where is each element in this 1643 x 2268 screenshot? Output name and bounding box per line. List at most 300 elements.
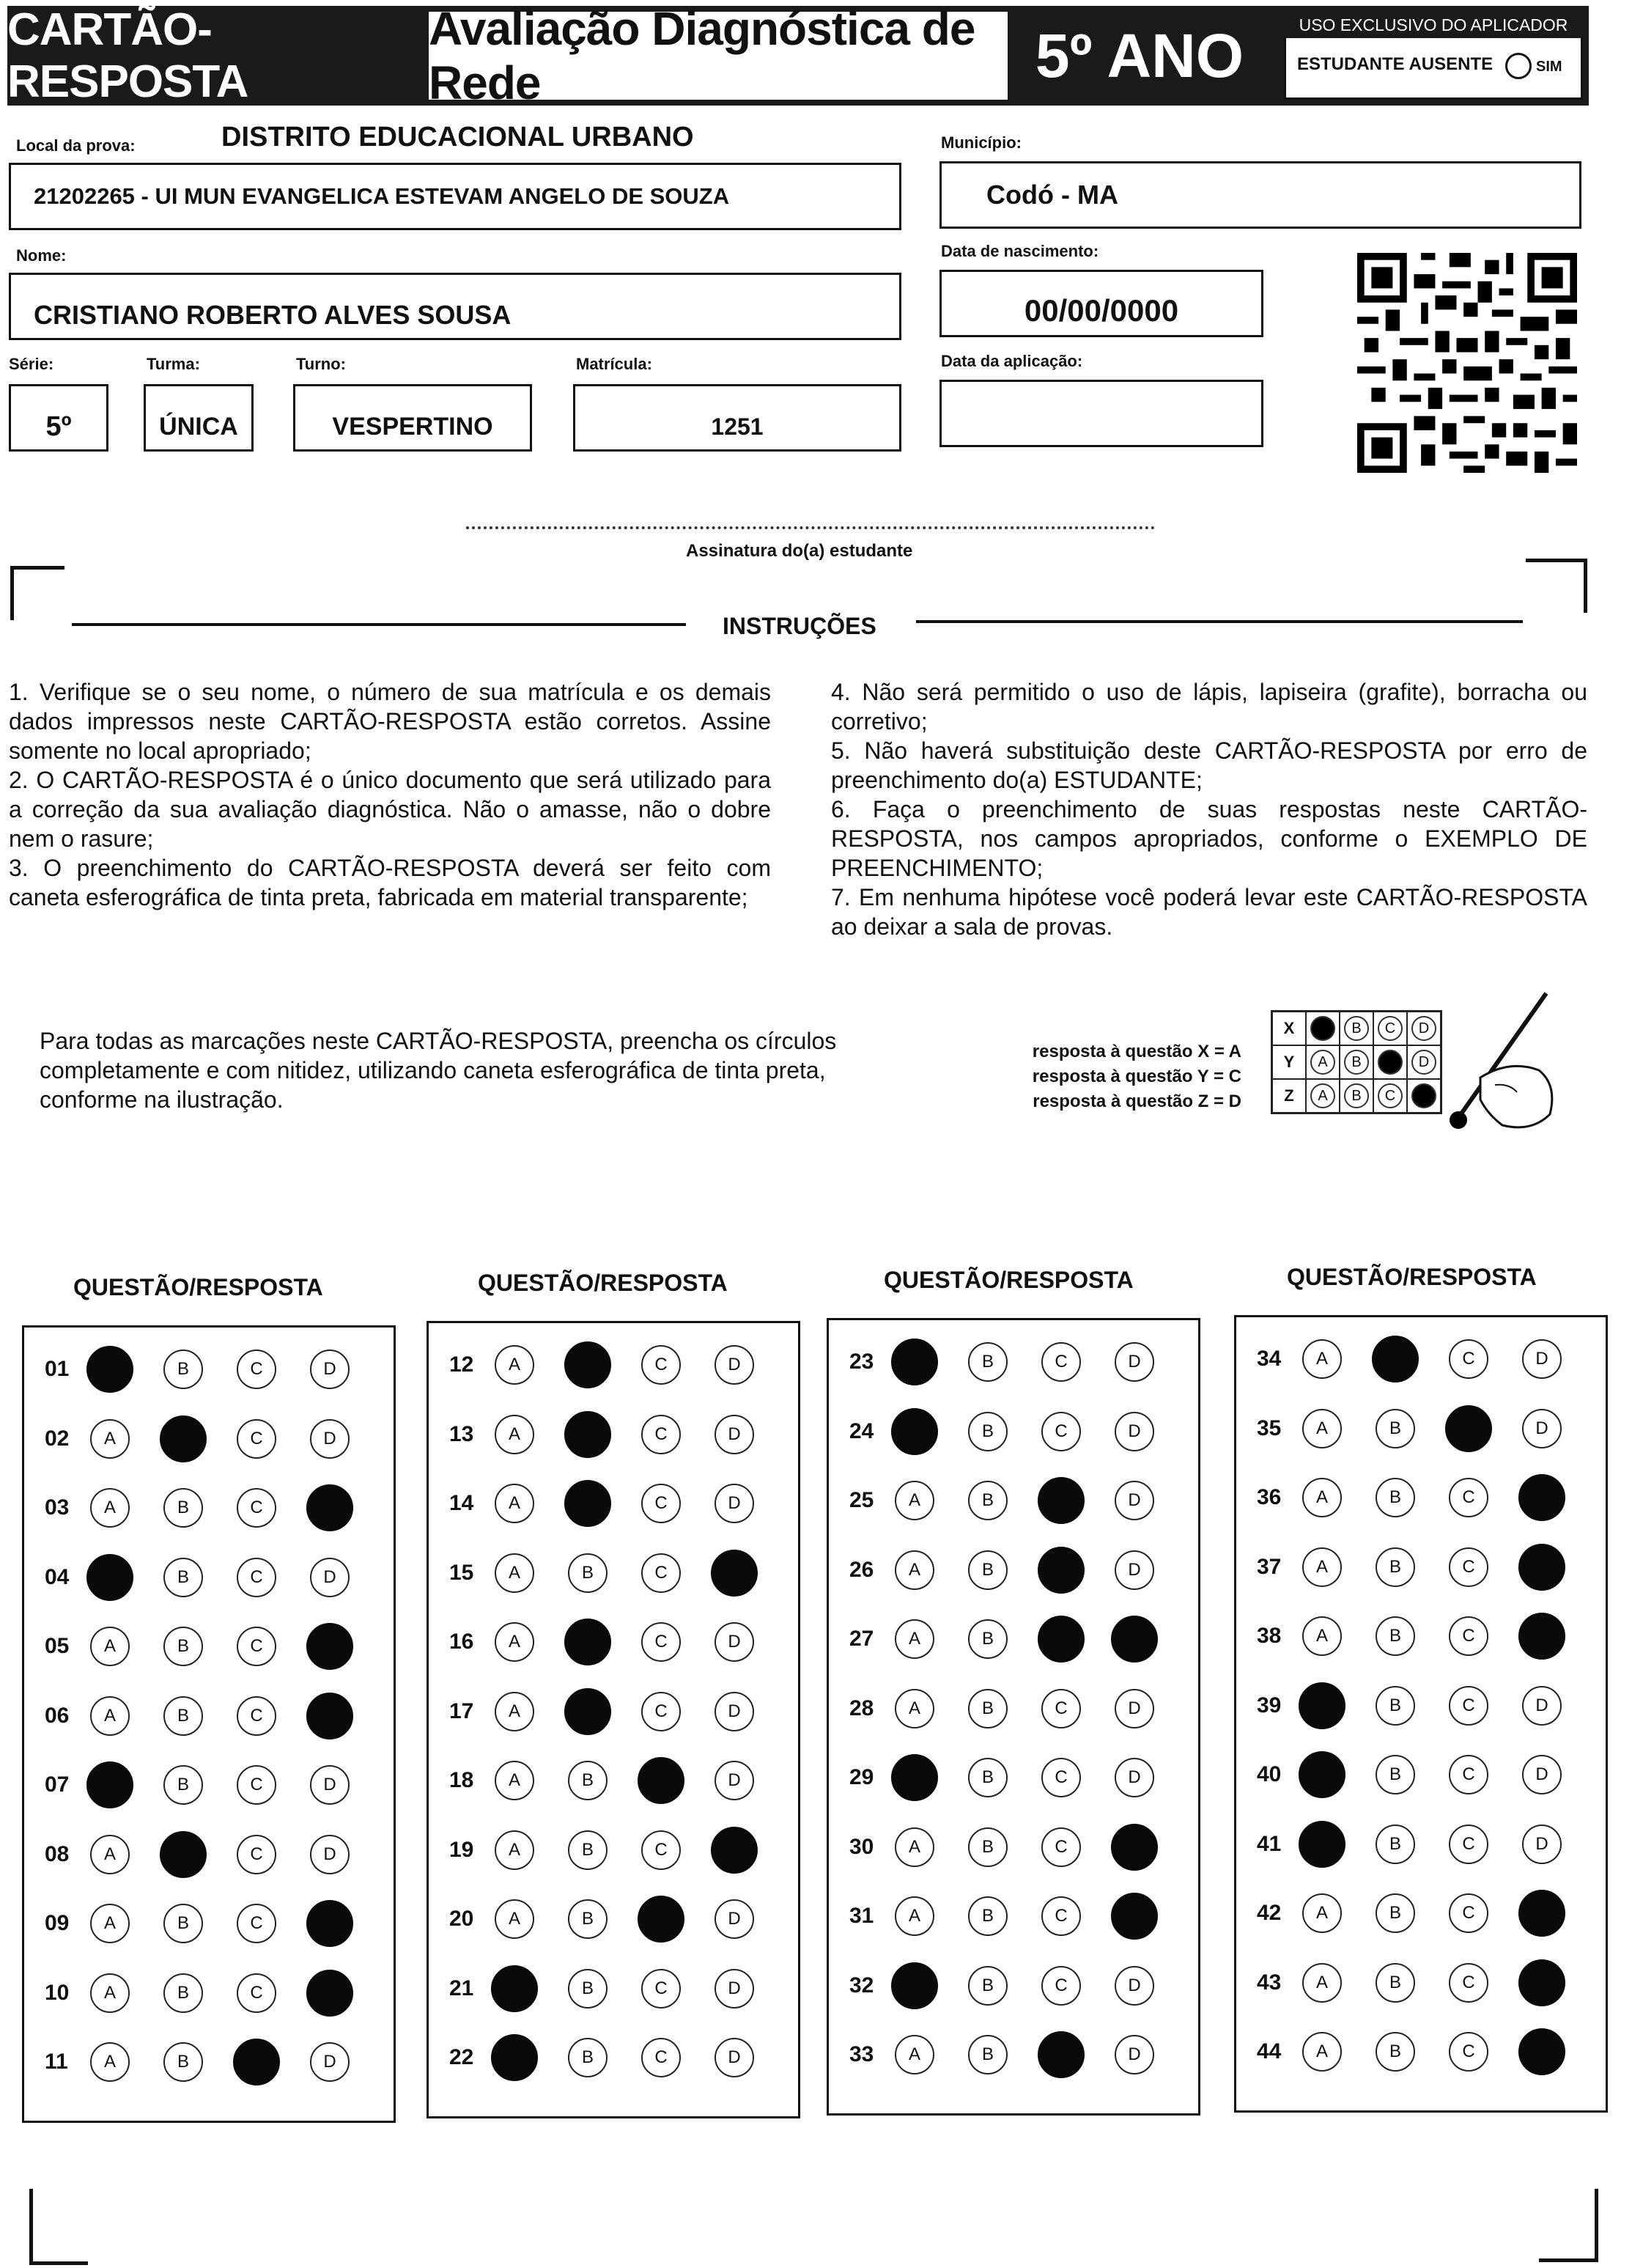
bubble-35-b[interactable]: B (1376, 1409, 1415, 1448)
bubble-20-b[interactable]: B (568, 1899, 608, 1939)
answer-row-36 (1236, 1475, 1617, 1519)
bubble-04-a[interactable] (86, 1554, 133, 1601)
bubble-12-c[interactable]: C (641, 1345, 681, 1385)
question-number: 30 (849, 1834, 874, 1859)
bubble-17-c[interactable]: C (641, 1692, 681, 1731)
bubble-39-a[interactable] (1299, 1682, 1345, 1729)
bubble-24-b[interactable]: B (968, 1412, 1008, 1451)
instruction-6: 6. Faça o preenchimento de suas respostas neste CARTÃO-RESPOSTA, nos campos apropriados, conforme o EXEMPLO DE PREENCHIMENTO; (831, 796, 1587, 881)
bubble-29-a[interactable] (891, 1754, 938, 1801)
bubble-16-b[interactable] (564, 1619, 611, 1665)
bubble-02-b[interactable] (160, 1415, 207, 1462)
bubble-23-c[interactable]: C (1041, 1342, 1081, 1382)
bubble-40-a[interactable] (1299, 1751, 1345, 1798)
bubble-36-c[interactable]: C (1449, 1478, 1488, 1517)
answer-row-28 (829, 1686, 1210, 1730)
signature-label: Assinatura do(a) estudante (686, 541, 913, 561)
answer-row-44 (1236, 2029, 1617, 2073)
bubble-05-b[interactable]: B (163, 1627, 203, 1666)
bubble-05-d[interactable] (306, 1623, 353, 1670)
bubble-11-c[interactable] (233, 2039, 280, 2085)
bubble-43-c[interactable]: C (1449, 1963, 1488, 2003)
question-number: 31 (849, 1904, 874, 1928)
bubble-35-d[interactable]: D (1522, 1409, 1562, 1448)
bubble-20-a[interactable]: A (495, 1899, 534, 1939)
bubble-24-d[interactable]: D (1115, 1412, 1154, 1451)
question-number: 08 (45, 1841, 70, 1866)
bubble-31-a[interactable]: A (895, 1896, 934, 1936)
bubble-04-b[interactable]: B (163, 1558, 203, 1597)
example-cell (1340, 1045, 1373, 1079)
bubble-24-a[interactable] (891, 1408, 938, 1455)
bubble-30-a[interactable]: A (895, 1827, 934, 1867)
example-row-label: Y (1272, 1045, 1307, 1079)
bubble-27-d[interactable] (1111, 1616, 1158, 1663)
bubble-31-d[interactable] (1111, 1893, 1158, 1940)
bubble-04-d[interactable]: D (310, 1558, 350, 1597)
bubble-41-b[interactable]: B (1376, 1825, 1415, 1864)
bubble-25-c[interactable] (1038, 1477, 1085, 1524)
question-number: 06 (45, 1703, 70, 1728)
bubble-23-d[interactable]: D (1115, 1342, 1154, 1382)
bubble-01-c[interactable]: C (237, 1350, 276, 1389)
bubble-43-b[interactable]: B (1376, 1963, 1415, 2003)
instruction-4: 4. Não será permitido o uso de lápis, lapiseira (grafite), borracha ou corretivo; (831, 679, 1587, 734)
example-cell (1373, 1012, 1407, 1046)
bubble-08-c[interactable]: C (237, 1835, 276, 1874)
bubble-30-d[interactable] (1111, 1824, 1158, 1871)
bubble-29-b[interactable]: B (968, 1758, 1008, 1797)
bubble-32-c[interactable]: C (1041, 1966, 1081, 2006)
bubble-03-d[interactable] (306, 1484, 353, 1531)
bubble-09-b[interactable]: B (163, 1904, 203, 1943)
bubble-13-c[interactable]: C (641, 1415, 681, 1454)
bubble-31-c[interactable]: C (1041, 1896, 1081, 1936)
bubble-07-b[interactable]: B (163, 1765, 203, 1805)
nascimento-label: Data de nascimento: (941, 242, 1099, 260)
answer-row-37 (1236, 1544, 1617, 1588)
bubble-22-a[interactable] (491, 2034, 538, 2081)
answer-row-15 (429, 1550, 810, 1594)
bubble-28-a[interactable]: A (895, 1689, 934, 1728)
bubble-01-d[interactable]: D (310, 1350, 350, 1389)
frame-corner-top-left-v (10, 566, 14, 620)
answer-row-29 (829, 1755, 1210, 1799)
bubble-44-d[interactable] (1518, 2028, 1565, 2075)
bubble-17-b[interactable] (564, 1688, 611, 1735)
example-table (1271, 1010, 1442, 1114)
bubble-39-b[interactable]: B (1376, 1686, 1415, 1726)
question-number: 09 (45, 1911, 70, 1935)
example-bubble-d: D (1411, 1050, 1436, 1075)
bubble-05-a[interactable]: A (90, 1627, 130, 1666)
example-bubble-a: A (1310, 1050, 1335, 1075)
question-number: 34 (1257, 1347, 1282, 1371)
bubble-29-d[interactable]: D (1115, 1758, 1154, 1797)
bubble-27-c[interactable] (1038, 1616, 1085, 1663)
answer-row-10 (24, 1970, 405, 2014)
bubble-28-c[interactable]: C (1041, 1689, 1081, 1728)
frame-corner-bottom-left-v (29, 2189, 33, 2265)
bubble-22-c[interactable]: C (641, 2038, 681, 2077)
bubble-13-a[interactable]: A (495, 1415, 534, 1454)
question-number: 02 (45, 1426, 70, 1451)
instructions-title: INSTRUÇÕES (723, 613, 876, 639)
bubble-30-b[interactable]: B (968, 1827, 1008, 1867)
bubble-20-c[interactable] (638, 1896, 684, 1943)
answer-row-31 (829, 1893, 1210, 1937)
turno-value: VESPERTINO (332, 412, 493, 441)
bubble-33-b[interactable]: B (968, 2035, 1008, 2074)
example-row (1272, 1012, 1441, 1046)
question-number: 22 (449, 2045, 474, 2069)
signature-line[interactable] (466, 526, 1155, 529)
bubble-14-a[interactable]: A (495, 1484, 534, 1523)
answer-row-38 (1236, 1613, 1617, 1657)
absent-option: SIM (1536, 59, 1562, 75)
bubble-12-d[interactable]: D (715, 1345, 754, 1385)
bubble-14-b[interactable] (564, 1480, 611, 1527)
answer-row-02 (24, 1416, 405, 1460)
frame-corner-top-right-v (1584, 559, 1587, 613)
bubble-10-b[interactable]: B (163, 1973, 203, 2013)
bubble-33-d[interactable]: D (1115, 2035, 1154, 2074)
bubble-21-b[interactable]: B (568, 1969, 608, 2009)
answer-row-33 (829, 2032, 1210, 2076)
bubble-35-a[interactable]: A (1302, 1409, 1342, 1448)
bubble-01-a[interactable] (86, 1346, 133, 1393)
bubble-03-a[interactable]: A (90, 1488, 130, 1528)
bubble-43-a[interactable]: A (1302, 1963, 1342, 2003)
bubble-25-a[interactable]: A (895, 1481, 934, 1520)
bubble-37-d[interactable] (1518, 1544, 1565, 1591)
question-number: 32 (849, 1973, 874, 1998)
example-cell (1340, 1012, 1373, 1046)
bubble-36-d[interactable] (1518, 1474, 1565, 1521)
instructions-rule-right (916, 620, 1523, 623)
bubble-02-a[interactable]: A (90, 1419, 130, 1459)
bubble-32-a[interactable] (891, 1962, 938, 2009)
bubble-07-d[interactable]: D (310, 1765, 350, 1805)
bubble-41-c[interactable]: C (1449, 1825, 1488, 1864)
answer-row-13 (429, 1412, 810, 1456)
bubble-18-a[interactable]: A (495, 1761, 534, 1800)
example-cell (1340, 1079, 1373, 1113)
frame-corner-bottom-left (29, 2261, 88, 2265)
answer-column-3 (827, 1318, 1200, 2116)
bubble-44-c[interactable]: C (1449, 2032, 1488, 2072)
example-row (1272, 1079, 1441, 1113)
bubble-20-d[interactable]: D (715, 1899, 754, 1939)
bubble-44-a[interactable]: A (1302, 2032, 1342, 2072)
bubble-08-b[interactable] (160, 1831, 207, 1878)
fill-note: Para todas as marcações neste CARTÃO-RESPOSTA, preencha os círculos completamente e com nitidez, utilizando caneta esferográfica de tinta preta, conforme na ilustração. (40, 1028, 837, 1113)
frame-corner-bottom-right-v (1595, 2189, 1598, 2262)
bubble-07-c[interactable]: C (237, 1765, 276, 1805)
bubble-33-c[interactable] (1038, 2031, 1085, 2078)
question-number: 13 (449, 1421, 474, 1446)
bubble-30-c[interactable]: C (1041, 1827, 1081, 1867)
bubble-19-d[interactable] (711, 1827, 758, 1874)
bubble-05-c[interactable]: C (237, 1627, 276, 1666)
bubble-11-a[interactable]: A (90, 2042, 130, 2082)
bubble-37-a[interactable]: A (1302, 1547, 1342, 1587)
question-number: 42 (1257, 1901, 1282, 1925)
bubble-26-c[interactable] (1038, 1547, 1085, 1594)
question-number: 18 (449, 1768, 474, 1792)
example-cell (1373, 1045, 1407, 1079)
bubble-23-a[interactable] (891, 1339, 938, 1385)
bubble-08-a[interactable]: A (90, 1835, 130, 1874)
example-cell (1306, 1045, 1340, 1079)
example-bubble-b: B (1344, 1083, 1369, 1108)
bubble-11-b[interactable]: B (163, 2042, 203, 2082)
question-number: 12 (449, 1352, 474, 1377)
bubble-18-b[interactable]: B (568, 1761, 608, 1800)
bubble-40-c[interactable]: C (1449, 1755, 1488, 1794)
bubble-39-d[interactable]: D (1522, 1686, 1562, 1726)
bubble-15-b[interactable]: B (568, 1553, 608, 1593)
matricula-value: 1251 (711, 413, 764, 440)
bubble-03-c[interactable]: C (237, 1488, 276, 1528)
question-number: 05 (45, 1634, 70, 1658)
column-title-3: QUESTÃO/RESPOSTA (884, 1267, 1134, 1293)
bubble-33-a[interactable]: A (895, 2035, 934, 2074)
bubble-39-c[interactable]: C (1449, 1686, 1488, 1726)
example-bubble-b: B (1344, 1016, 1369, 1041)
answer-row-08 (24, 1832, 405, 1876)
bubble-23-b[interactable]: B (968, 1342, 1008, 1382)
example-row-label: Z (1272, 1079, 1307, 1113)
question-number: 41 (1257, 1831, 1282, 1856)
question-number: 38 (1257, 1624, 1282, 1648)
question-number: 10 (45, 1980, 70, 2005)
bubble-19-b[interactable]: B (568, 1830, 608, 1870)
bubble-38-a[interactable]: A (1302, 1616, 1342, 1656)
bubble-15-c[interactable]: C (641, 1553, 681, 1593)
bubble-44-b[interactable]: B (1376, 2032, 1415, 2072)
bubble-22-d[interactable]: D (715, 2038, 754, 2077)
local-value: DISTRITO EDUCACIONAL URBANO (221, 122, 694, 152)
answer-row-43 (1236, 1960, 1617, 2004)
column-title-2: QUESTÃO/RESPOSTA (478, 1270, 728, 1296)
bubble-36-b[interactable]: B (1376, 1478, 1415, 1517)
bubble-09-d[interactable] (306, 1900, 353, 1947)
bubble-29-c[interactable]: C (1041, 1758, 1081, 1797)
example-line-x: resposta à questão X = A (1032, 1042, 1241, 1061)
bubble-09-c[interactable]: C (237, 1904, 276, 1943)
question-number: 37 (1257, 1554, 1282, 1579)
card-title: CARTÃO-RESPOSTA (7, 4, 248, 107)
bubble-41-d[interactable]: D (1522, 1825, 1562, 1864)
answer-row-32 (829, 1963, 1210, 2007)
bubble-28-b[interactable]: B (968, 1689, 1008, 1728)
bubble-14-d[interactable]: D (715, 1484, 754, 1523)
bubble-25-d[interactable]: D (1115, 1481, 1154, 1520)
bubble-02-d[interactable]: D (310, 1419, 350, 1459)
bubble-18-d[interactable]: D (715, 1761, 754, 1800)
bubble-10-a[interactable]: A (90, 1973, 130, 2013)
bubble-17-a[interactable]: A (495, 1692, 534, 1731)
answer-row-25 (829, 1478, 1210, 1522)
question-number: 40 (1257, 1762, 1282, 1786)
bubble-10-c[interactable]: C (237, 1973, 276, 2013)
bubble-09-a[interactable]: A (90, 1904, 130, 1943)
bubble-38-b[interactable]: B (1376, 1616, 1415, 1656)
question-number: 44 (1257, 2039, 1282, 2063)
bubble-26-a[interactable]: A (895, 1550, 934, 1590)
bubble-27-b[interactable]: B (968, 1619, 1008, 1659)
serie-value: 5º (45, 410, 72, 442)
question-number: 26 (849, 1557, 874, 1582)
bubble-40-d[interactable]: D (1522, 1755, 1562, 1794)
bubble-21-c[interactable]: C (641, 1969, 681, 2009)
bubble-11-d[interactable]: D (310, 2042, 350, 2082)
absent-bubble[interactable] (1505, 53, 1532, 79)
bubble-36-a[interactable]: A (1302, 1478, 1342, 1517)
bubble-06-d[interactable] (306, 1693, 353, 1739)
answer-row-24 (829, 1409, 1210, 1453)
bubble-31-b[interactable]: B (968, 1896, 1008, 1936)
bubble-10-d[interactable] (306, 1970, 353, 2017)
answer-row-07 (24, 1762, 405, 1806)
bubble-21-a[interactable] (491, 1965, 538, 2012)
answer-row-20 (429, 1896, 810, 1940)
bubble-16-c[interactable]: C (641, 1622, 681, 1662)
bubble-16-d[interactable]: D (715, 1622, 754, 1662)
bubble-38-d[interactable] (1518, 1613, 1565, 1660)
bubble-19-c[interactable]: C (641, 1830, 681, 1870)
bubble-06-c[interactable]: C (237, 1696, 276, 1736)
example-bubble-c (1378, 1050, 1403, 1075)
bubble-35-c[interactable] (1445, 1405, 1492, 1452)
answer-row-40 (1236, 1752, 1617, 1796)
bubble-15-a[interactable]: A (495, 1553, 534, 1593)
answer-row-16 (429, 1619, 810, 1663)
bubble-18-c[interactable] (638, 1757, 684, 1804)
answer-row-12 (429, 1342, 810, 1386)
bubble-34-b[interactable] (1372, 1336, 1419, 1382)
example-cell (1306, 1012, 1340, 1046)
example-row-label: X (1272, 1012, 1307, 1046)
local-label: Local da prova: (16, 136, 136, 155)
bubble-22-b[interactable]: B (568, 2038, 608, 2077)
answer-row-21 (429, 1966, 810, 2010)
question-number: 23 (849, 1350, 874, 1374)
bubble-15-d[interactable] (711, 1550, 758, 1597)
turma-value: ÚNICA (159, 412, 238, 441)
bubble-34-a[interactable]: A (1302, 1339, 1342, 1379)
bubble-37-c[interactable]: C (1449, 1547, 1488, 1587)
absent-label: ESTUDANTE AUSENTE (1297, 54, 1494, 74)
question-number: 03 (45, 1495, 70, 1520)
bubble-12-a[interactable]: A (495, 1345, 534, 1385)
question-number: 11 (45, 2050, 68, 2074)
answer-row-26 (829, 1547, 1210, 1591)
answer-row-30 (829, 1825, 1210, 1868)
bubble-26-d[interactable]: D (1115, 1550, 1154, 1590)
answer-row-11 (24, 2039, 405, 2083)
question-number: 19 (449, 1837, 474, 1862)
bubble-41-a[interactable] (1299, 1821, 1345, 1868)
bubble-42-d[interactable] (1518, 1890, 1565, 1937)
example-line-y: resposta à questão Y = C (1032, 1067, 1241, 1086)
question-number: 17 (449, 1698, 474, 1723)
bubble-21-d[interactable]: D (715, 1969, 754, 2009)
answer-row-19 (429, 1827, 810, 1871)
example-bubble-a (1310, 1016, 1335, 1041)
nome-label: Nome: (16, 246, 67, 265)
bubble-34-d[interactable]: D (1522, 1339, 1562, 1379)
bubble-34-c[interactable]: C (1449, 1339, 1488, 1379)
question-number: 36 (1257, 1485, 1282, 1509)
bubble-01-b[interactable]: B (163, 1350, 203, 1389)
bubble-40-b[interactable]: B (1376, 1755, 1415, 1794)
municipio-value: Codó - MA (986, 180, 1118, 210)
answer-row-42 (1236, 1890, 1617, 1934)
bubble-16-a[interactable]: A (495, 1622, 534, 1662)
question-number: 27 (849, 1627, 874, 1651)
answer-row-17 (429, 1689, 810, 1733)
question-number: 28 (849, 1696, 874, 1720)
question-number: 35 (1257, 1415, 1282, 1440)
bubble-19-a[interactable]: A (495, 1830, 534, 1870)
bubble-37-b[interactable]: B (1376, 1547, 1415, 1587)
bubble-06-b[interactable]: B (163, 1696, 203, 1736)
bubble-26-b[interactable]: B (968, 1550, 1008, 1590)
bubble-17-d[interactable]: D (715, 1692, 754, 1731)
answer-row-14 (429, 1481, 810, 1525)
bubble-42-c[interactable]: C (1449, 1893, 1488, 1933)
aplicacao-value (939, 380, 1263, 447)
bubble-27-a[interactable]: A (895, 1619, 934, 1659)
bubble-08-d[interactable]: D (310, 1835, 350, 1874)
school-value: 21202265 - UI MUN EVANGELICA ESTEVAM ANGELO DE SOUZA (34, 183, 730, 209)
bubble-32-d[interactable]: D (1115, 1966, 1154, 2006)
serie-label: Série: (9, 355, 54, 373)
bubble-07-a[interactable] (86, 1761, 133, 1808)
question-number: 20 (449, 1907, 474, 1931)
bubble-42-a[interactable]: A (1302, 1893, 1342, 1933)
bubble-13-b[interactable] (564, 1411, 611, 1458)
bubble-03-b[interactable]: B (163, 1488, 203, 1528)
municipio-label: Município: (941, 133, 1022, 152)
instruction-7: 7. Em nenhuma hipótese você poderá levar este CARTÃO-RESPOSTA ao deixar a sala de provas. (831, 884, 1587, 940)
answer-row-18 (429, 1758, 810, 1802)
bubble-13-d[interactable]: D (715, 1415, 754, 1454)
question-number: 25 (849, 1488, 874, 1512)
bubble-43-d[interactable] (1518, 1959, 1565, 2006)
bubble-25-b[interactable]: B (968, 1481, 1008, 1520)
answer-row-27 (829, 1616, 1210, 1660)
bubble-12-b[interactable] (564, 1341, 611, 1388)
question-number: 16 (449, 1630, 474, 1654)
bubble-04-c[interactable]: C (237, 1558, 276, 1597)
bubble-06-a[interactable]: A (90, 1696, 130, 1736)
question-number: 43 (1257, 1970, 1282, 1995)
bubble-28-d[interactable]: D (1115, 1689, 1154, 1728)
bubble-24-c[interactable]: C (1041, 1412, 1081, 1451)
answer-column-2 (427, 1321, 800, 2118)
bubble-38-c[interactable]: C (1449, 1616, 1488, 1656)
qr-code-icon (1357, 249, 1577, 476)
bubble-02-c[interactable]: C (237, 1419, 276, 1459)
example-cell (1373, 1079, 1407, 1113)
bubble-42-b[interactable]: B (1376, 1893, 1415, 1933)
pen-hand-icon (1429, 990, 1561, 1136)
bubble-14-c[interactable]: C (641, 1484, 681, 1523)
bubble-32-b[interactable]: B (968, 1966, 1008, 2006)
